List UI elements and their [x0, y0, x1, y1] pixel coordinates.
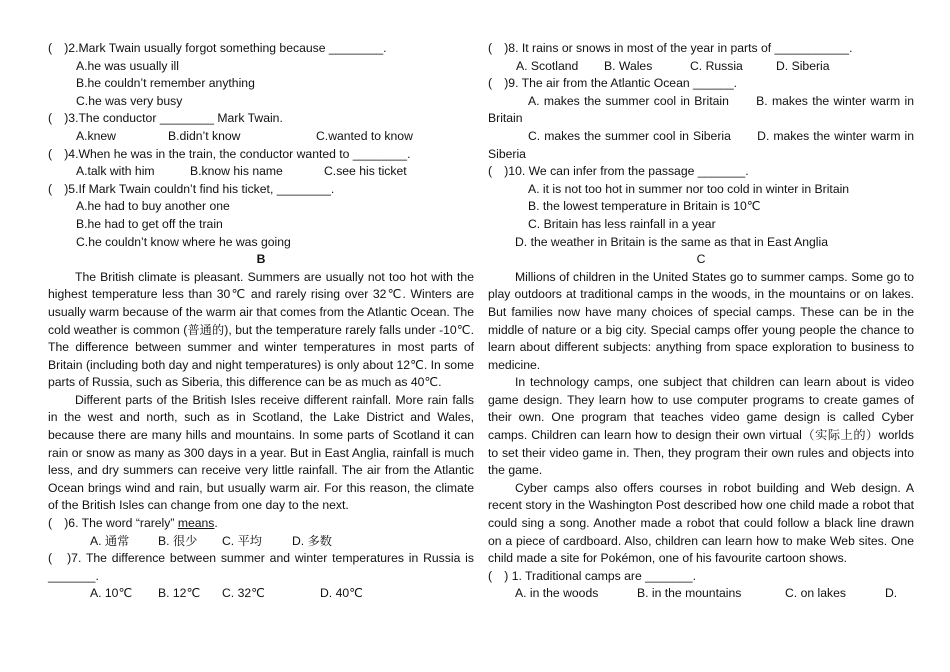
q4-option-b: B.know his name [190, 164, 283, 179]
passage-b-paragraph-1: The British climate is pleasant. Summers are usually not too hot with the highest temperature less than 30℃ and rarely rising over 32℃. Winters are usually warm because of the warm air that comes from the Atlantic Ocean. The cold weather is common (普通的), but the temperature rarely falls under -10℃. The difference between summer and winter temperatures in most parts of Britain (including both day and night temperatures) is only about 12℃. In some parts of Russia, such as Siberia, this difference can be as much as 40℃. [48, 269, 474, 390]
q2-option-b: B.he couldn’t remember anything [76, 76, 255, 91]
q4-option-a: A.talk with him [76, 164, 155, 179]
q9-option-b: B. makes the winter warm in Britain [488, 93, 914, 126]
q7-option-d: D. 40℃ [320, 586, 363, 601]
qc1-option-a: A. in the woods [515, 586, 599, 601]
question-8: ( )8. It rains or snows in most of the year in parts of ___________. [488, 41, 853, 55]
q7-options [48, 585, 474, 603]
q6-options [48, 533, 474, 551]
q5-option-c: C.he couldn’t know where he was going [76, 234, 291, 249]
question-7: ( )7. The difference between summer and winter temperatures in Russia is _______. [48, 551, 474, 583]
question-3: ( )3.The conductor ________ Mark Twain. [48, 111, 283, 126]
q6-option-c: C. 平均 [222, 533, 262, 548]
q9-options-cd [488, 128, 914, 163]
q2-option-c: C.he was very busy [76, 93, 183, 108]
q4-options [48, 163, 474, 181]
q4-option-c: C.see his ticket [324, 164, 407, 179]
q8-option-b: B. Wales [604, 58, 653, 73]
q9-option-a: A. makes the summer cool in Britain [528, 93, 729, 108]
qc1-option-b: B. in the mountains [637, 586, 742, 601]
q6-option-b: B. 很少 [158, 533, 198, 548]
left-column [48, 40, 474, 603]
question-c-1: ( ) 1. Traditional camps are _______. [488, 568, 696, 583]
question-2: ( )2.Mark Twain usually forgot something because ________. [48, 41, 387, 55]
q5-option-a: A.he had to buy another one [76, 199, 230, 214]
q8-option-c: C. Russia [690, 58, 743, 73]
q3-option-b: B.didn’t know [168, 128, 241, 143]
qc1-option-d: D. [885, 586, 898, 601]
q6-suffix: . [214, 516, 218, 531]
q9-options-ab [488, 93, 914, 128]
right-column [488, 40, 914, 603]
q6-prefix: ( )6. The word “rarely” [48, 516, 178, 531]
q10-option-a: A. it is not too hot in summer nor too cold in winter in Britain [528, 181, 850, 196]
q8-option-d: D. Siberia [776, 58, 830, 73]
passage-c-paragraph-2: In technology camps, one subject that children can learn about is video game design. They learn how to use computer programs to create games of their own. One program that teaches video game design is called Cyber camps. Children can learn how to design their own virtual（实际上的）worlds to set their video game in. Then, they program their own rules and objects into the game. [488, 375, 914, 478]
q8-option-a: A. Scotland [516, 58, 579, 73]
question-4: ( )4.When he was in the train, the conductor wanted to ________. [48, 146, 411, 161]
passage-c-paragraph-1: Millions of children in the United States go to summer camps. Some go to play outdoors at traditional camps in the woods, in the mountains or on lakes. But families now have many choices of special camps. These can be in the middle of nature or a big city. Special camps offer young people the chance to learn about different subjects: anything from space exploration to business to medicine. [488, 269, 914, 372]
q7-option-a: A. 10℃ [90, 586, 133, 601]
q6-option-a: A. 通常 [90, 533, 130, 548]
q3-option-a: A.knew [76, 128, 116, 143]
question-10: ( )10. We can infer from the passage _______. [488, 164, 749, 179]
qc1-options [488, 585, 914, 603]
question-6 [48, 515, 474, 533]
section-b-heading: B [256, 252, 266, 267]
q2-option-a: A.he was usually ill [76, 58, 179, 73]
q7-option-b: B. 12℃ [158, 586, 201, 601]
q10-option-d: D. the weather in Britain is the same as that in East Anglia [515, 234, 828, 249]
q10-option-b: B. the lowest temperature in Britain is 10℃ [528, 199, 761, 214]
q6-blank-word: means [177, 516, 215, 531]
q3-option-c: C.wanted to know [316, 128, 413, 143]
q6-option-d: D. 多数 [292, 533, 332, 548]
q5-option-b: B.he had to get off the train [76, 216, 223, 231]
passage-c-paragraph-3: Cyber camps also offers courses in robot building and Web design. A recent story in the Washington Post described how one child made a robot that could sing a song. Another made a robot that could follow a black line drawn on a piece of cardboard. Also, children can learn how to make Web sites. One child made a site for Pokémon, one of his favourite cartoon shows. [488, 480, 914, 566]
passage-b-paragraph-2: Different parts of the British Isles receive different rainfall. More rain falls in the west and north, such as in Scotland, the Lake District and Wales, because there are many hills and mountains. In some parts of Scotland it can rain or snow as many as 300 days in a year. But in East Anglia, rainfall is much less, and dry summers can receive very little rainfall. The air from the Atlantic Ocean brings wind and rain, but usually warm air. For this reason, the climate of the British Isles can change from one day to the next. [48, 392, 474, 513]
q7-option-c: C. 32℃ [222, 586, 265, 601]
q9-option-c: C. makes the summer cool in Siberia [528, 128, 731, 143]
question-9: ( )9. The air from the Atlantic Ocean ______. [488, 76, 738, 91]
q10-option-c: C. Britain has less rainfall in a year [528, 216, 716, 231]
q8-options [488, 58, 914, 76]
section-c-heading: C [696, 252, 706, 267]
q3-options [48, 128, 474, 146]
question-5: ( )5.If Mark Twain couldn’t find his ticket, ________. [48, 181, 335, 196]
q9-option-d: D. makes the winter warm in Siberia [488, 128, 915, 161]
qc1-option-c: C. on lakes [785, 586, 846, 601]
